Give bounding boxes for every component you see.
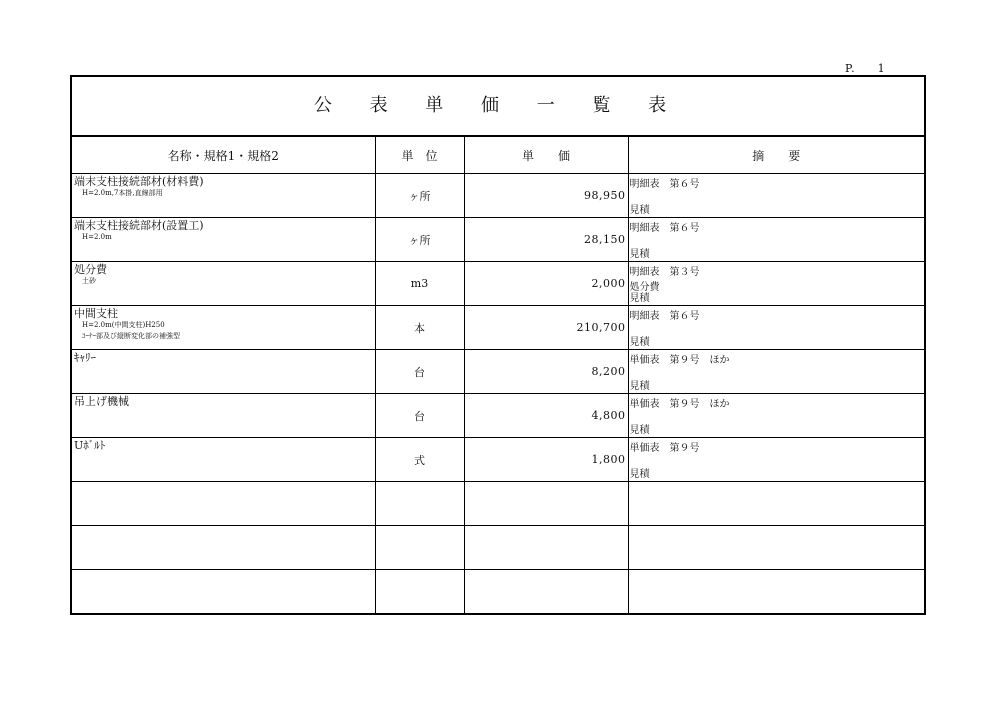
item-unit: ヶ所	[375, 174, 464, 218]
item-price: 1,800	[464, 438, 628, 482]
item-price: 210,700	[464, 306, 628, 350]
item-name: ｷｬﾘｰ	[74, 351, 96, 364]
item-spec1: 土砂	[82, 277, 96, 285]
table-row	[71, 394, 925, 438]
empty-cell	[375, 570, 464, 615]
header-name: 名称・規格1・規格2	[71, 136, 375, 174]
item-summary-note: 処分費	[629, 282, 660, 293]
item-name-cell	[71, 262, 375, 306]
page-number-label: P.	[845, 62, 856, 75]
empty-cell	[375, 482, 464, 526]
item-name-cell	[71, 438, 375, 482]
table-row	[71, 218, 925, 262]
table-row	[71, 262, 925, 306]
table-row	[71, 438, 925, 482]
item-summary-cell	[628, 306, 925, 350]
item-price: 4,800	[464, 394, 628, 438]
title-row	[71, 76, 925, 136]
item-spec1: H=2.0m	[82, 233, 112, 241]
item-unit: m3	[375, 262, 464, 306]
item-summary-ref: 明細表 第６号	[629, 223, 700, 234]
item-name: Uﾎﾞﾙﾄ	[74, 439, 106, 452]
item-summary-source: 見積	[629, 381, 650, 392]
page-number-value: 1	[877, 62, 886, 75]
item-unit: ヶ所	[375, 218, 464, 262]
empty-cell	[464, 526, 628, 570]
document-title: 公 表 単 価 一 覧 表	[313, 95, 683, 116]
item-price: 2,000	[464, 262, 628, 306]
empty-cell	[375, 526, 464, 570]
item-summary-cell	[628, 262, 925, 306]
empty-cell	[71, 526, 375, 570]
item-spec1: H=2.0m(中間支柱)H250	[82, 321, 165, 329]
item-summary-source: 見積	[629, 293, 650, 304]
item-summary-ref: 明細表 第６号	[629, 179, 700, 190]
item-summary-cell	[628, 438, 925, 482]
empty-cell	[71, 482, 375, 526]
item-unit: 式	[375, 438, 464, 482]
header-unit: 単 位	[375, 136, 464, 174]
empty-cell	[628, 570, 925, 615]
item-summary-ref: 明細表 第６号	[629, 311, 700, 322]
item-summary-cell	[628, 174, 925, 218]
item-price: 8,200	[464, 350, 628, 394]
item-price: 98,950	[464, 174, 628, 218]
item-summary-source: 見積	[629, 249, 650, 260]
item-summary-ref: 明細表 第３号	[629, 267, 700, 278]
item-name-cell	[71, 218, 375, 262]
item-summary-ref: 単価表 第９号	[629, 443, 700, 454]
item-name: 中間支柱	[74, 307, 118, 320]
item-summary-source: 見積	[629, 425, 650, 436]
item-summary-source: 見積	[629, 205, 650, 216]
item-summary-ref: 単価表 第９号 ほか	[629, 355, 730, 366]
item-unit: 本	[375, 306, 464, 350]
item-summary-source: 見積	[629, 469, 650, 480]
item-name-cell	[71, 394, 375, 438]
empty-row	[71, 526, 925, 570]
table-row	[71, 350, 925, 394]
item-summary-cell	[628, 218, 925, 262]
item-summary-ref: 単価表 第９号 ほか	[629, 399, 730, 410]
header-summary: 摘 要	[628, 136, 925, 174]
table-row	[71, 174, 925, 218]
item-name: 端末支柱接続部材(材料費)	[74, 175, 204, 188]
item-price: 28,150	[464, 218, 628, 262]
page-number	[845, 62, 886, 75]
header-row	[71, 136, 925, 174]
header-price: 単 価	[464, 136, 628, 174]
empty-cell	[71, 570, 375, 615]
item-summary-source: 見積	[629, 337, 650, 348]
item-spec2: ｺｰﾅｰ部及び縦断変化部の補強型	[82, 332, 180, 340]
table-row	[71, 306, 925, 350]
empty-cell	[628, 482, 925, 526]
item-unit: 台	[375, 350, 464, 394]
item-name-cell	[71, 174, 375, 218]
item-name: 端末支柱接続部材(設置工)	[74, 219, 204, 232]
item-name-cell	[71, 350, 375, 394]
item-unit: 台	[375, 394, 464, 438]
empty-cell	[464, 482, 628, 526]
item-name: 吊上げ機械	[74, 395, 129, 408]
item-spec1: H=2.0m,7本掛,直線部用	[82, 189, 163, 197]
item-name: 処分費	[74, 263, 107, 276]
unit-price-table	[70, 75, 926, 615]
empty-cell	[464, 570, 628, 615]
empty-row	[71, 482, 925, 526]
item-name-cell	[71, 306, 375, 350]
empty-cell	[628, 526, 925, 570]
item-summary-cell	[628, 350, 925, 394]
empty-row	[71, 570, 925, 615]
item-summary-cell	[628, 394, 925, 438]
